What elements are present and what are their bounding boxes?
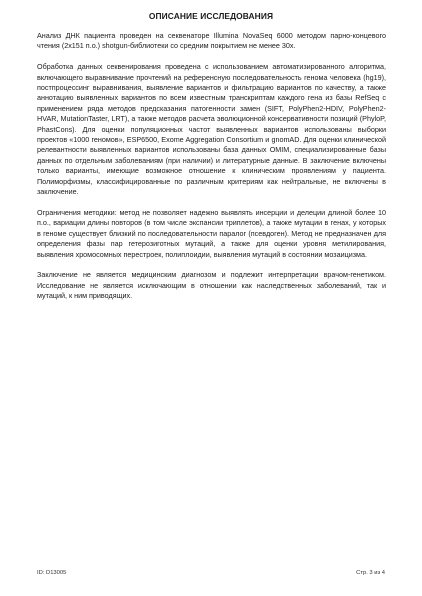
page-footer bbox=[37, 570, 385, 576]
document-body bbox=[37, 31, 386, 302]
page-title: ОПИСАНИЕ ИССЛЕДОВАНИЯ bbox=[148, 11, 274, 21]
paragraph-data-processing: Обработка данных секвенирования проведена с использованием автоматизированного алгоритма, включающего выравнивание прочтений на референсную последовательность генома человека (hg19), постпроцессинг выравнивания, выявление вариантов и фильтрацию вариантов по качеству, а также аннотацию выявленных вариантов по всем известным транскриптам каждого гена из базы RefSeq с применением ряда методов предсказания патогенности замен (SIFT, PolyPhen2-HDIV, PolyPhen2-HVAR, MutationTaster, LRT), а также методов расчета эволюционной консервативности позиций (PhyloP, PhastCons). Для оценки популяционных частот выявленных вариантов использованы выборки проектов «1000 геномов», ESP6500, Exome Aggregation Consortium и gnomAD. Для оценки клинической релевантности выявленных вариантов использованы база данных OMIM, специализированные базы данных по отдельным заболеваниям (при наличии) и литературные данные. В заключение включены только варианты, имеющие возможное отношение к клиническим проявлениям у пациента. Полиморфизмы, классифицированные по различным критериям как нейтральные, не включены в заключение. bbox=[37, 62, 386, 197]
paragraph-method-limitations: Ограничения методики: метод не позволяет надежно выявлять инсерции и делеции длиной более 10 п.о., вариации длины повторов (в том числе экспансии триплетов), а также мутации в генах, у которых в геноме существует близкий по последовательности паралог (псевдоген). Метод не предназначен для определения фазы пар гетерозиготных мутаций, а также для оценки уровня метилирования, выявления хромосомных перестроек, полиплоидии, выявления мутаций в состоянии мозаицизма. bbox=[37, 207, 386, 259]
page-number: Стр. 3 из 4 bbox=[356, 570, 385, 576]
paragraph-sequencing: Анализ ДНК пациента проведен на секвенаторе Illumina NovaSeq 6000 методом парно-концевого чтения (2x151 п.о.) shotgun-библиотеки со средним покрытием не менее 30х. bbox=[37, 31, 386, 51]
document-id: ID: D13005 bbox=[37, 570, 67, 576]
paragraph-disclaimer: Заключение не является медицинским диагнозом и подлежит интерпретации врачом-генетиком. Исследование не является исключающим в отношении как наследственных заболеваний, так и мутаций, к ним приводящих. bbox=[37, 270, 386, 301]
